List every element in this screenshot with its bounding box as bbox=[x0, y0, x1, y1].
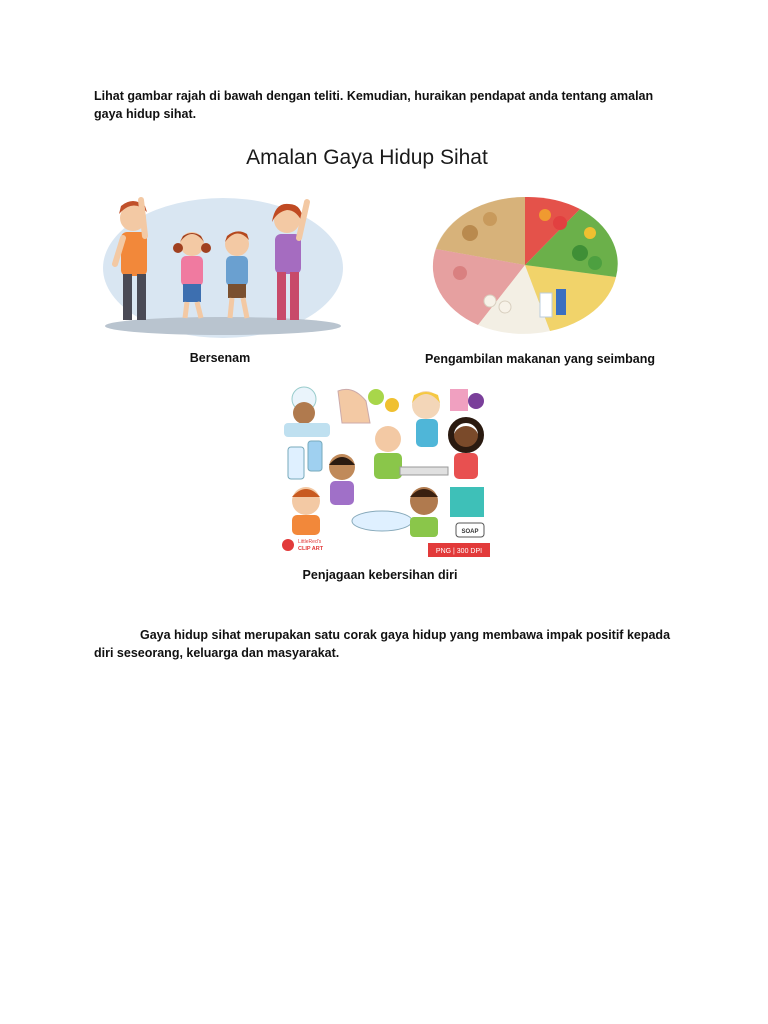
caption-balanced-food: Pengambilan makanan yang seimbang bbox=[425, 352, 655, 366]
page-title: Amalan Gaya Hidup Sihat bbox=[246, 146, 488, 169]
instruction-text: Lihat gambar rajah di bawah dengan teliti. Kemudian, huraikan pendapat anda tentang amalan gaya hidup sihat. bbox=[94, 89, 654, 121]
brand-logo-icon bbox=[282, 539, 294, 551]
caption-hygiene: Penjagaan kebersihan diri bbox=[302, 568, 458, 582]
resolution-badge: PNG | 300 DPI bbox=[435, 548, 483, 555]
balanced-food-illustration bbox=[430, 193, 620, 335]
caption-exercise: Bersenam bbox=[189, 351, 251, 365]
exercise-illustration bbox=[97, 190, 349, 338]
brand-line1: LittleRed's bbox=[298, 539, 322, 545]
body-paragraph: Gaya hidup sihat merupakan satu corak gaya hidup yang membawa impak positif kepada diri seseorang, keluarga dan masyarakat. bbox=[94, 628, 671, 660]
soap-label: SOAP bbox=[461, 529, 479, 535]
personal-hygiene-clipart bbox=[278, 383, 490, 557]
brand-line2: CLIP ART bbox=[298, 546, 324, 552]
